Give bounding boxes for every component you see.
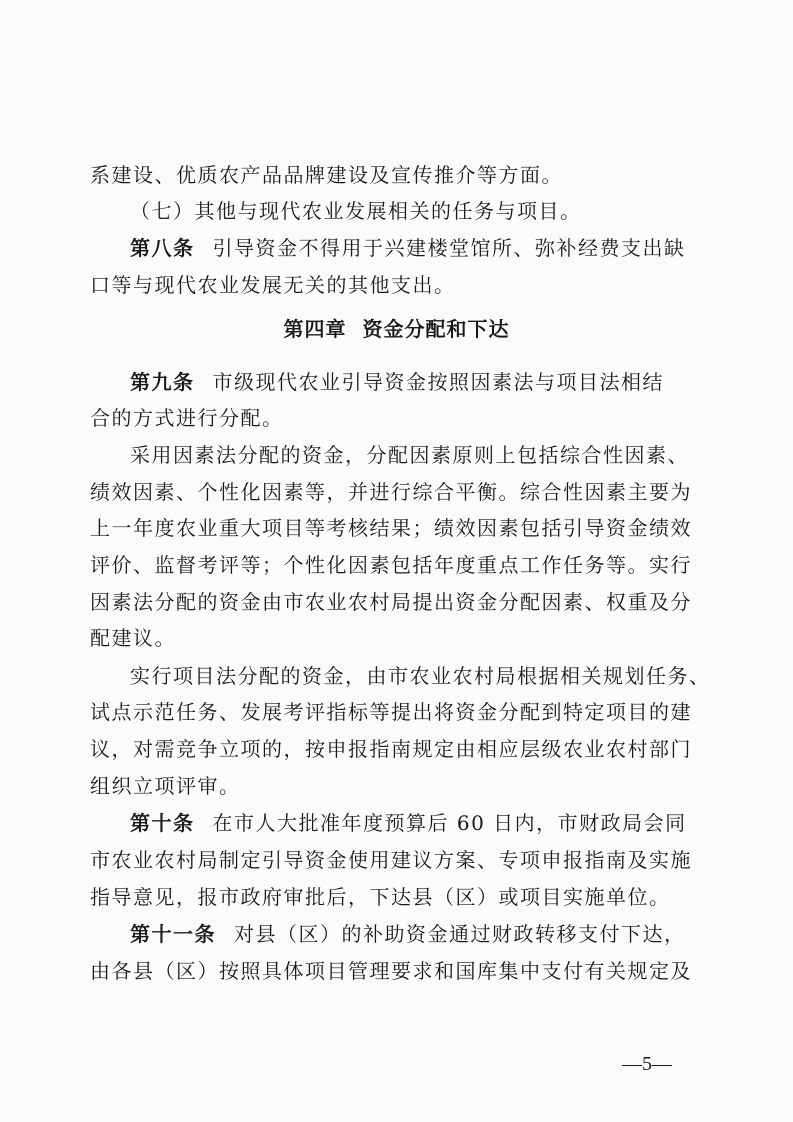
article-8-text: 引导资金不得用于兴建楼堂馆所、弥补经费支出缺 <box>212 236 686 260</box>
chapter-heading <box>0 313 793 345</box>
article-11-text: 对县（区）的补助资金通过财政转移支付下达， <box>234 922 686 946</box>
body-line: 因素法分配的资金由市农业农村局提出资金分配因素、权重及分 <box>90 590 692 614</box>
body-line: 采用因素法分配的资金，分配因素原则上包括综合性因素、 <box>130 443 689 467</box>
article-11 <box>130 919 686 949</box>
page-number: —5— <box>622 1053 672 1075</box>
article-9-text: 市级现代农业引导资金按照因素法与项目法相结 <box>212 370 664 394</box>
body-line: 议，对需竞争立项的，按申报指南规定由相应层级农业农村部门 <box>90 737 692 761</box>
article-10 <box>130 808 687 838</box>
article-11-title: 第十一条 <box>130 922 216 946</box>
chapter-number: 第四章 <box>283 317 347 341</box>
body-line: 口等与现代农业发展无关的其他支出。 <box>90 273 456 297</box>
body-line: 合的方式进行分配。 <box>90 406 284 430</box>
article-10-text: 在市人大批准年度预算后 60 日内，市财政局会同 <box>212 811 687 835</box>
body-line: 组织立项评审。 <box>90 774 241 798</box>
article-9-title: 第九条 <box>130 370 195 394</box>
article-8-title: 第八条 <box>130 236 195 260</box>
body-line: 系建设、优质农产品品牌建设及宣传推介等方面。 <box>90 163 563 187</box>
body-line: 配建议。 <box>90 626 176 650</box>
body-line: 绩效因素、个性化因素等，并进行综合平衡。综合性因素主要为 <box>90 480 692 504</box>
body-line: 试点示范任务、发展考评指标等提出将资金分配到特定项目的建 <box>90 700 692 724</box>
body-line: 评价、监督考评等；个性化因素包括年度重点工作任务等。实行 <box>90 553 692 577</box>
body-line: （七）其他与现代农业发展相关的任务与项目。 <box>130 199 582 223</box>
chapter-title: 资金分配和下达 <box>362 317 510 341</box>
article-10-title: 第十条 <box>130 811 195 835</box>
article-8 <box>130 233 686 263</box>
article-9 <box>130 367 664 397</box>
body-line: 指导意见，报市政府审批后，下达县（区）或项目实施单位。 <box>90 885 671 909</box>
body-line: 市农业农村局制定引导资金使用建议方案、专项申报指南及实施 <box>90 848 692 872</box>
body-line: 由各县（区）按照具体项目管理要求和国库集中支付有关规定及 <box>90 959 692 983</box>
body-line: 实行项目法分配的资金，由市农业农村局根据相关规划任务、 <box>130 664 711 688</box>
body-line: 上一年度农业重大项目等考核结果；绩效因素包括引导资金绩效 <box>90 516 692 540</box>
